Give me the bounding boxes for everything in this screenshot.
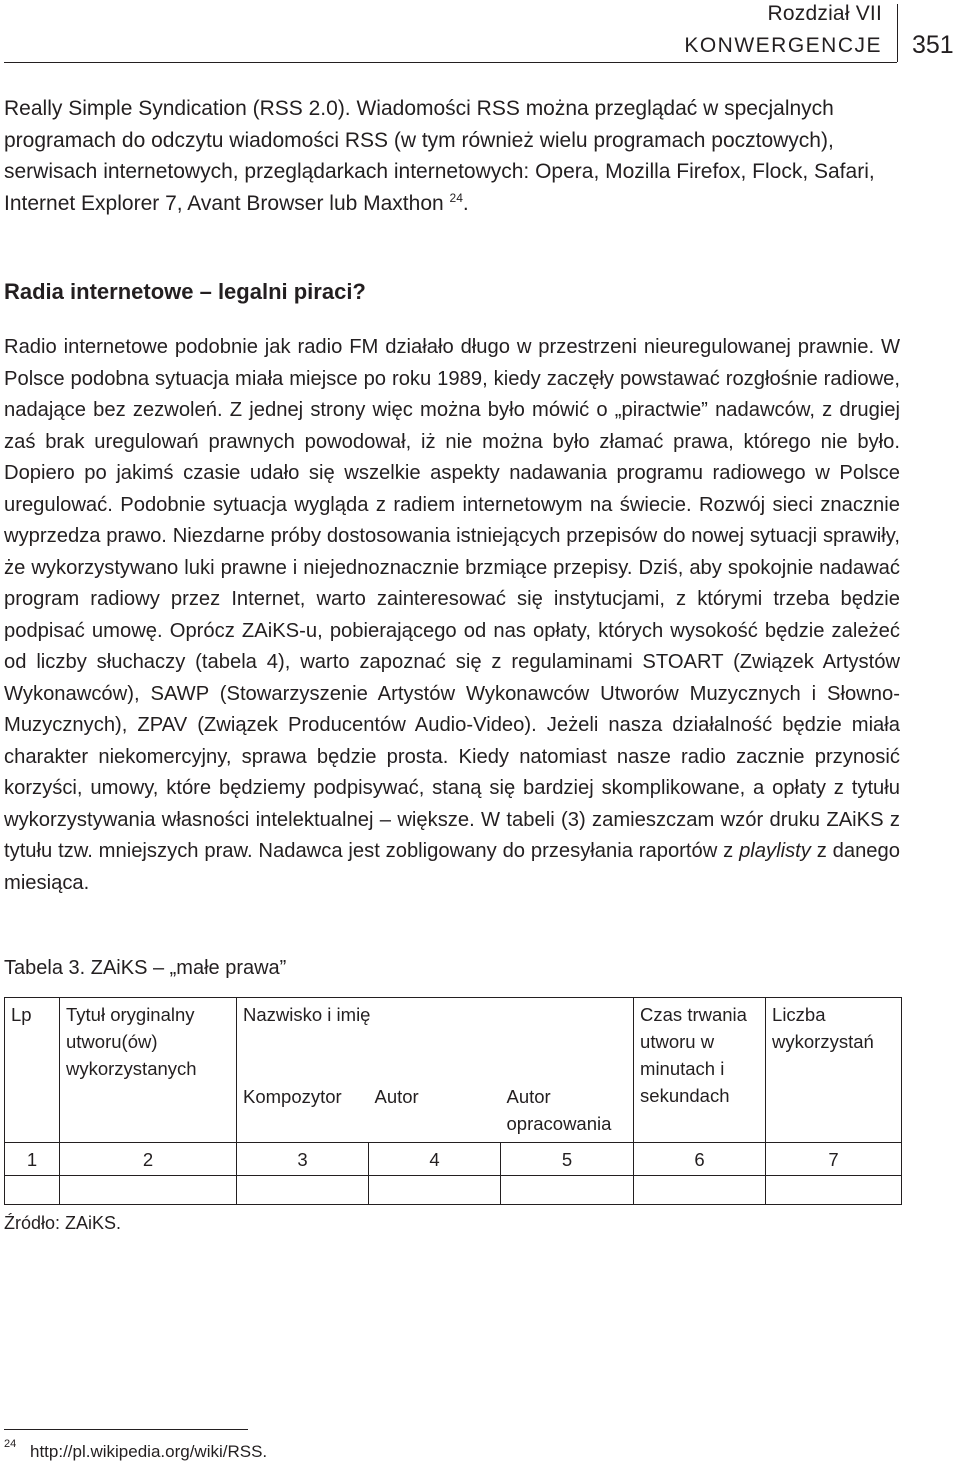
table-column-number: 2 [60,1143,237,1176]
table-header-composer: Kompozytor [237,1080,369,1143]
page-number: 351 [912,31,954,59]
table-caption: Tabela 3. ZAiKS – „małe prawa” [4,957,287,979]
table-header-count: Liczba wykorzystań [766,998,902,1143]
intro-paragraph-end: . [462,191,469,215]
running-header-section: KONWERGENCJE [684,34,882,57]
zaiks-table [4,997,902,1205]
table-empty-cell [766,1176,902,1205]
table-empty-cell [634,1176,766,1205]
table-header-duration: Czas trwania utworu w minutach i sekundach [634,998,766,1143]
table-column-number: 3 [237,1143,369,1176]
running-header-chapter: Rozdział VII [767,2,882,25]
table-header-lp: Lp [5,998,60,1143]
table-column-number: 1 [5,1143,60,1176]
table-header-arranger: Autor opracowania [501,1080,634,1143]
footnote-link[interactable]: http://pl.wikipedia.org/wiki/RSS. [30,1442,268,1461]
intro-paragraph [4,93,904,219]
section-heading: Radia internetowe – legalni piraci? [4,279,366,304]
table-empty-cell [60,1176,237,1205]
table-header-title: Tytuł oryginalny utworu(ów) wykorzystanych [60,998,237,1143]
body-paragraph-end: z danego miesiąca. [4,840,900,894]
table-column-number: 6 [634,1143,766,1176]
body-paragraph-italic: playlisty [739,840,811,862]
table-header-name: Nazwisko i imię [237,998,634,1080]
table-empty-cell [501,1176,634,1205]
intro-paragraph-text: Really Simple Syndication (RSS 2.0). Wiadomości RSS można przeglądać w specjalnych programach do odczytu wiadomości RSS (w tym również wielu programach pocztowych), serwisach internetowych, przeglądarkach internetowych: Opera, Mozilla Firefox, Flock, Safari, Internet Explorer 7, Avant Browser lub Maxthon [4,97,875,215]
table-column-number: 7 [766,1143,902,1176]
table-source: Źródło: ZAiKS. [4,1213,122,1233]
table-empty-cell [5,1176,60,1205]
footnote-reference: 24 [449,190,463,205]
table-header-author: Autor [369,1080,501,1143]
table-empty-cell [237,1176,369,1205]
table-column-number: 4 [369,1143,501,1176]
header-vertical-divider [897,4,898,62]
footnote-number: 24 [4,1438,17,1450]
body-paragraph-text: Radio internetowe podobnie jak radio FM działało długo w przestrzeni nieuregulowanej prawnie. W Polsce podobna sytuacja miała miejsce po roku 1989, kiedy zaczęły powstawać rozgłośnie radiowe, nadające bez zezwoleń. Z jednej strony więc można było mówić o „piractwie” nadawców, z drugiej zaś brak uregulowań prawnych powodował, iż nie można było złamać prawa, którego nie było. Dopiero po jakimś czasie udało się wszelkie aspekty nadawania programu radiowego w Polsce uregulować. Podobnie sytuacja wygląda z radiem internetowym na świecie. Rozwój sieci znacznie wyprzedza prawo. Niezdarne próby dostosowania istniejących przepisów do nowej sytuacji sprawiły, że wykorzystywano luki prawne i niejednoznacznie brzmiące przepisy. Dziś, aby spokojnie nadawać program radiowy przez Internet, warto zainteresować się instytucjami, z którymi trzeba będzie podpisać umowę. Oprócz ZAiKS-u, pobierającego od nas opłaty, których wysokość będzie zależeć od liczby słuchaczy (tabela 4), warto zapoznać się z regulaminami STOART (Związek Artystów Wykonawców), SAWP (Stowarzyszenie Artystów Wykonawców Utworów Muzycznych i Słowno-Muzycznych), ZPAV (Związek Producentów Audio-Video). Jeżeli nasza działalność będzie miała charakter niekomercyjny, sprawa będzie prosta. Kiedy natomiast nasze radio zacznie przynosić korzyści, umowy, które będziemy podpisywać, staną się bardziej skomplikowane, a opłaty z tytułu wykorzystywania własności intelektualnej – większe. W tabeli (3) zamieszczam wzór druku ZAiKS z tytułu tzw. mniejszych praw. Nadawca jest zobligowany do przesyłania raportów z [4,336,900,862]
body-paragraph [4,332,900,899]
header-divider [4,62,897,63]
table-column-number: 5 [501,1143,634,1176]
footnote-divider [4,1429,248,1430]
table-empty-cell [369,1176,501,1205]
